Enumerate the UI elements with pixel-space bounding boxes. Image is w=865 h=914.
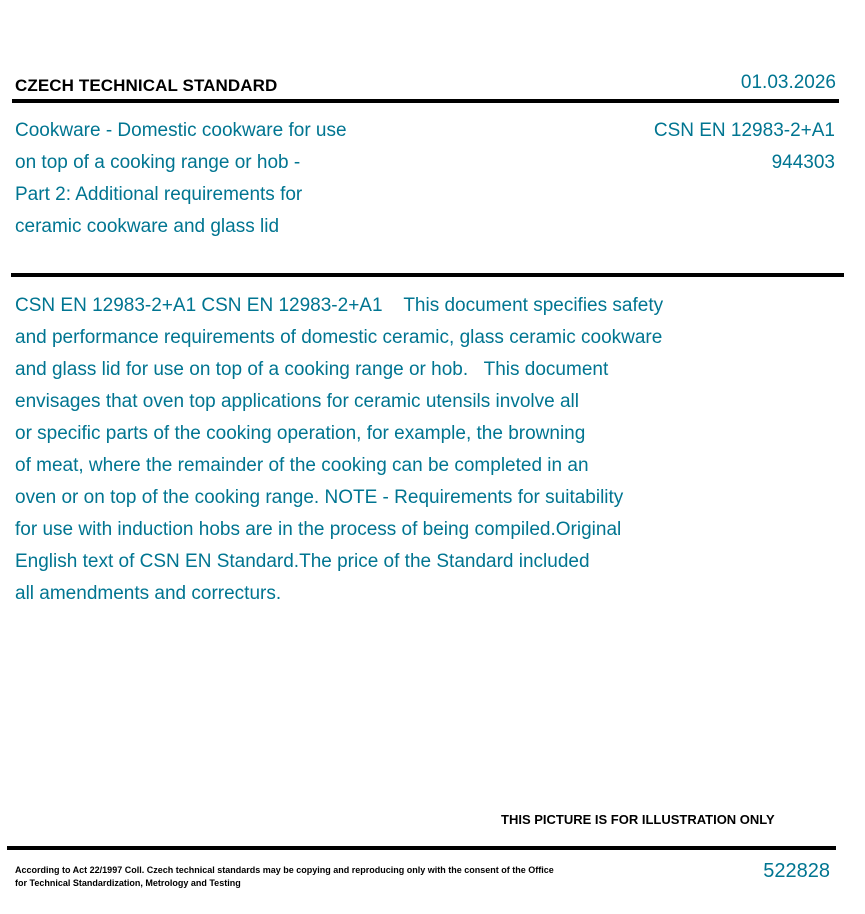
abstract-line: or specific parts of the cooking operation, for example, the browning bbox=[15, 423, 586, 444]
legal-notice bbox=[15, 864, 595, 890]
abstract-line: all amendments and correcturs. bbox=[15, 583, 282, 604]
standard-code: CSN EN 12983-2+A1 bbox=[653, 120, 835, 141]
header-date: 01.03.2026 bbox=[740, 72, 836, 93]
header-title: CZECH TECHNICAL STANDARD bbox=[15, 76, 278, 95]
legal-line: According to Act 22/1997 Coll. Czech technical standards may be copying and reproducing only with the consent of the Office bbox=[15, 865, 554, 875]
document-codes bbox=[654, 115, 835, 179]
abstract-text bbox=[15, 290, 805, 610]
abstract-line: English text of CSN EN Standard.The price of the Standard included bbox=[15, 551, 590, 572]
abstract-line: of meat, where the remainder of the cooking can be completed in an bbox=[15, 455, 589, 476]
abstract-line: oven or on top of the cooking range. NOTE - Requirements for suitability bbox=[15, 487, 624, 508]
abstract-line: for use with induction hobs are in the process of being compiled.Original bbox=[15, 519, 622, 540]
bottom-divider bbox=[7, 846, 836, 850]
document-title-line: on top of a cooking range or hob - bbox=[15, 152, 301, 173]
abstract-line: CSN EN 12983-2+A1 CSN EN 12983-2+A1 This document specifies safety bbox=[15, 295, 664, 316]
document-number: 522828 bbox=[763, 860, 830, 882]
document-title-line: ceramic cookware and glass lid bbox=[15, 216, 280, 237]
top-divider bbox=[12, 99, 839, 103]
class-number: 944303 bbox=[771, 152, 835, 173]
abstract-line: and performance requirements of domestic ceramic, glass ceramic cookware bbox=[15, 327, 663, 348]
abstract-line: and glass lid for use on top of a cooking range or hob. This document bbox=[15, 359, 609, 380]
document-title bbox=[15, 115, 435, 243]
illustration-note: THIS PICTURE IS FOR ILLUSTRATION ONLY bbox=[501, 812, 775, 827]
legal-line: for Technical Standardization, Metrology and Testing bbox=[15, 878, 241, 888]
abstract-line: envisages that oven top applications for ceramic utensils involve all bbox=[15, 391, 579, 412]
document-title-line: Part 2: Additional requirements for bbox=[15, 184, 303, 205]
middle-divider bbox=[11, 273, 844, 277]
document-title-line: Cookware - Domestic cookware for use bbox=[15, 120, 347, 141]
